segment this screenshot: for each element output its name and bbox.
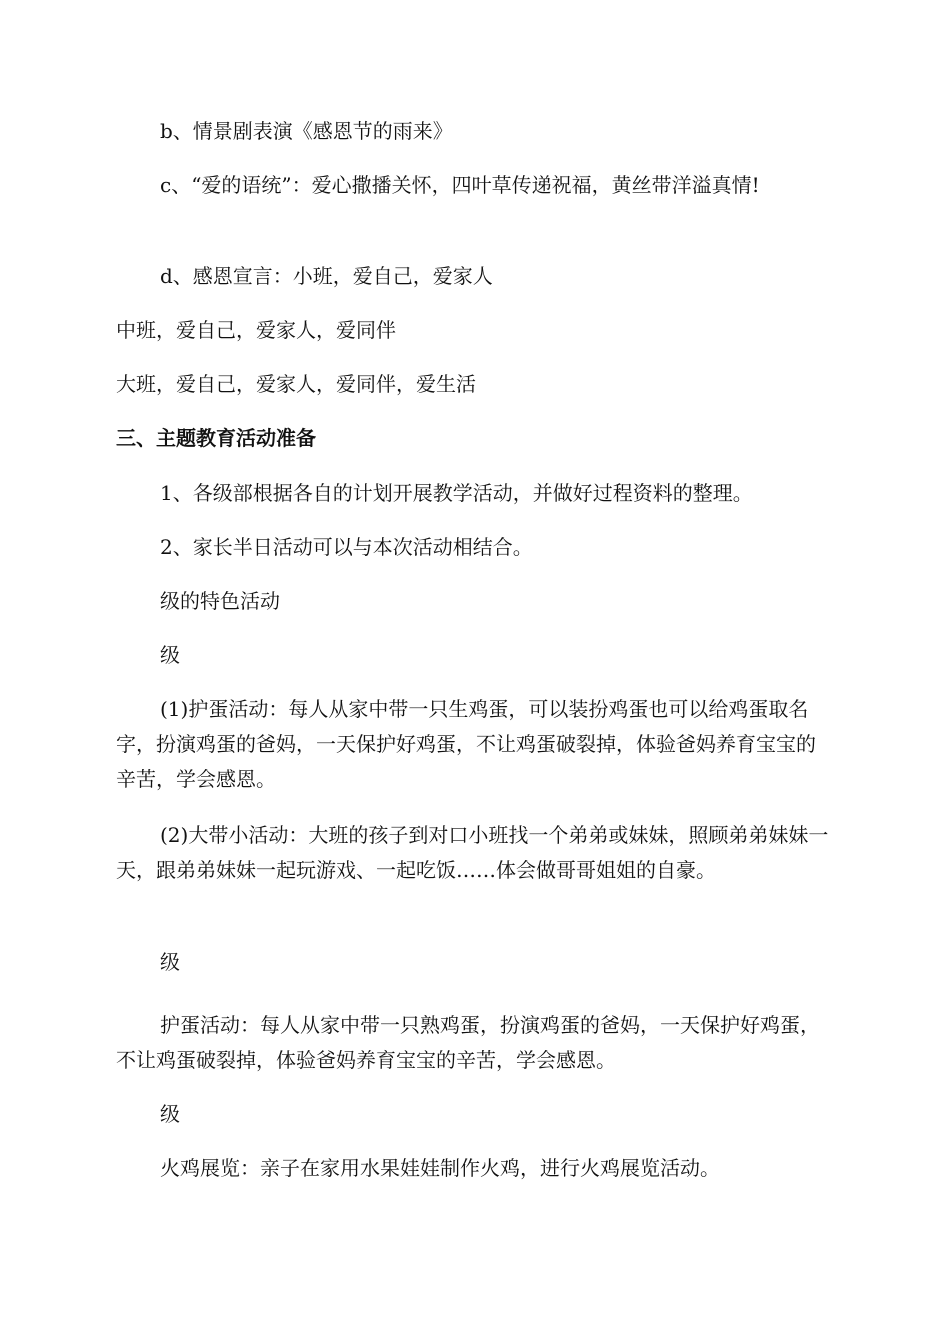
paragraph-prep-2: 2、家长半日活动可以与本次活动相结合。	[160, 535, 533, 559]
paragraph-big-help-small: (2)大带小活动：大班的孩子到对口小班找一个弟弟或妹妹，照顾弟弟妹妹一天，跟弟弟妹妹一起玩游戏、一起吃饭……体会做哥哥姐姐的自豪。	[116, 823, 829, 882]
paragraph-egg-activity: (1)护蛋活动：每人从家中带一只生鸡蛋，可以装扮鸡蛋也可以给鸡蛋取名字，扮演鸡蛋的爸妈，一天保护好鸡蛋，不让鸡蛋破裂掉，体验爸妈养育宝宝的辛苦，学会感恩。	[116, 697, 816, 791]
paragraph-cooked-egg: 护蛋活动：每人从家中带一只熟鸡蛋，扮演鸡蛋的爸妈，一天保护好鸡蛋，不让鸡蛋破裂掉，体验爸妈养育宝宝的辛苦，学会感恩。	[116, 1013, 820, 1072]
paragraph-declaration: d、感恩宣言：小班，爱自己，爱家人	[160, 264, 493, 288]
paragraph-grade-2: 级	[160, 950, 180, 974]
paragraph-skit: b、情景剧表演《感恩节的雨来》	[160, 119, 453, 143]
paragraph-senior-class: 大班，爱自己，爱家人，爱同伴，爱生活	[116, 372, 476, 396]
paragraph-grade-3: 级	[160, 1102, 180, 1126]
paragraph-special-activities: 级的特色活动	[160, 589, 280, 613]
section-heading: 三、主题教育活动准备	[116, 426, 316, 450]
paragraph-prep-1: 1、各级部根据各自的计划开展教学活动，并做好过程资料的整理。	[160, 481, 753, 505]
paragraph-love-language: c、“爱的语统”：爱心撒播关怀，四叶草传递祝福，黄丝带洋溢真情!	[160, 173, 760, 197]
paragraph-grade-1: 级	[160, 643, 180, 667]
paragraph-middle-class: 中班，爱自己，爱家人，爱同伴	[116, 318, 396, 342]
paragraph-turkey-exhibit: 火鸡展览：亲子在家用水果娃娃制作火鸡，进行火鸡展览活动。	[160, 1156, 720, 1180]
